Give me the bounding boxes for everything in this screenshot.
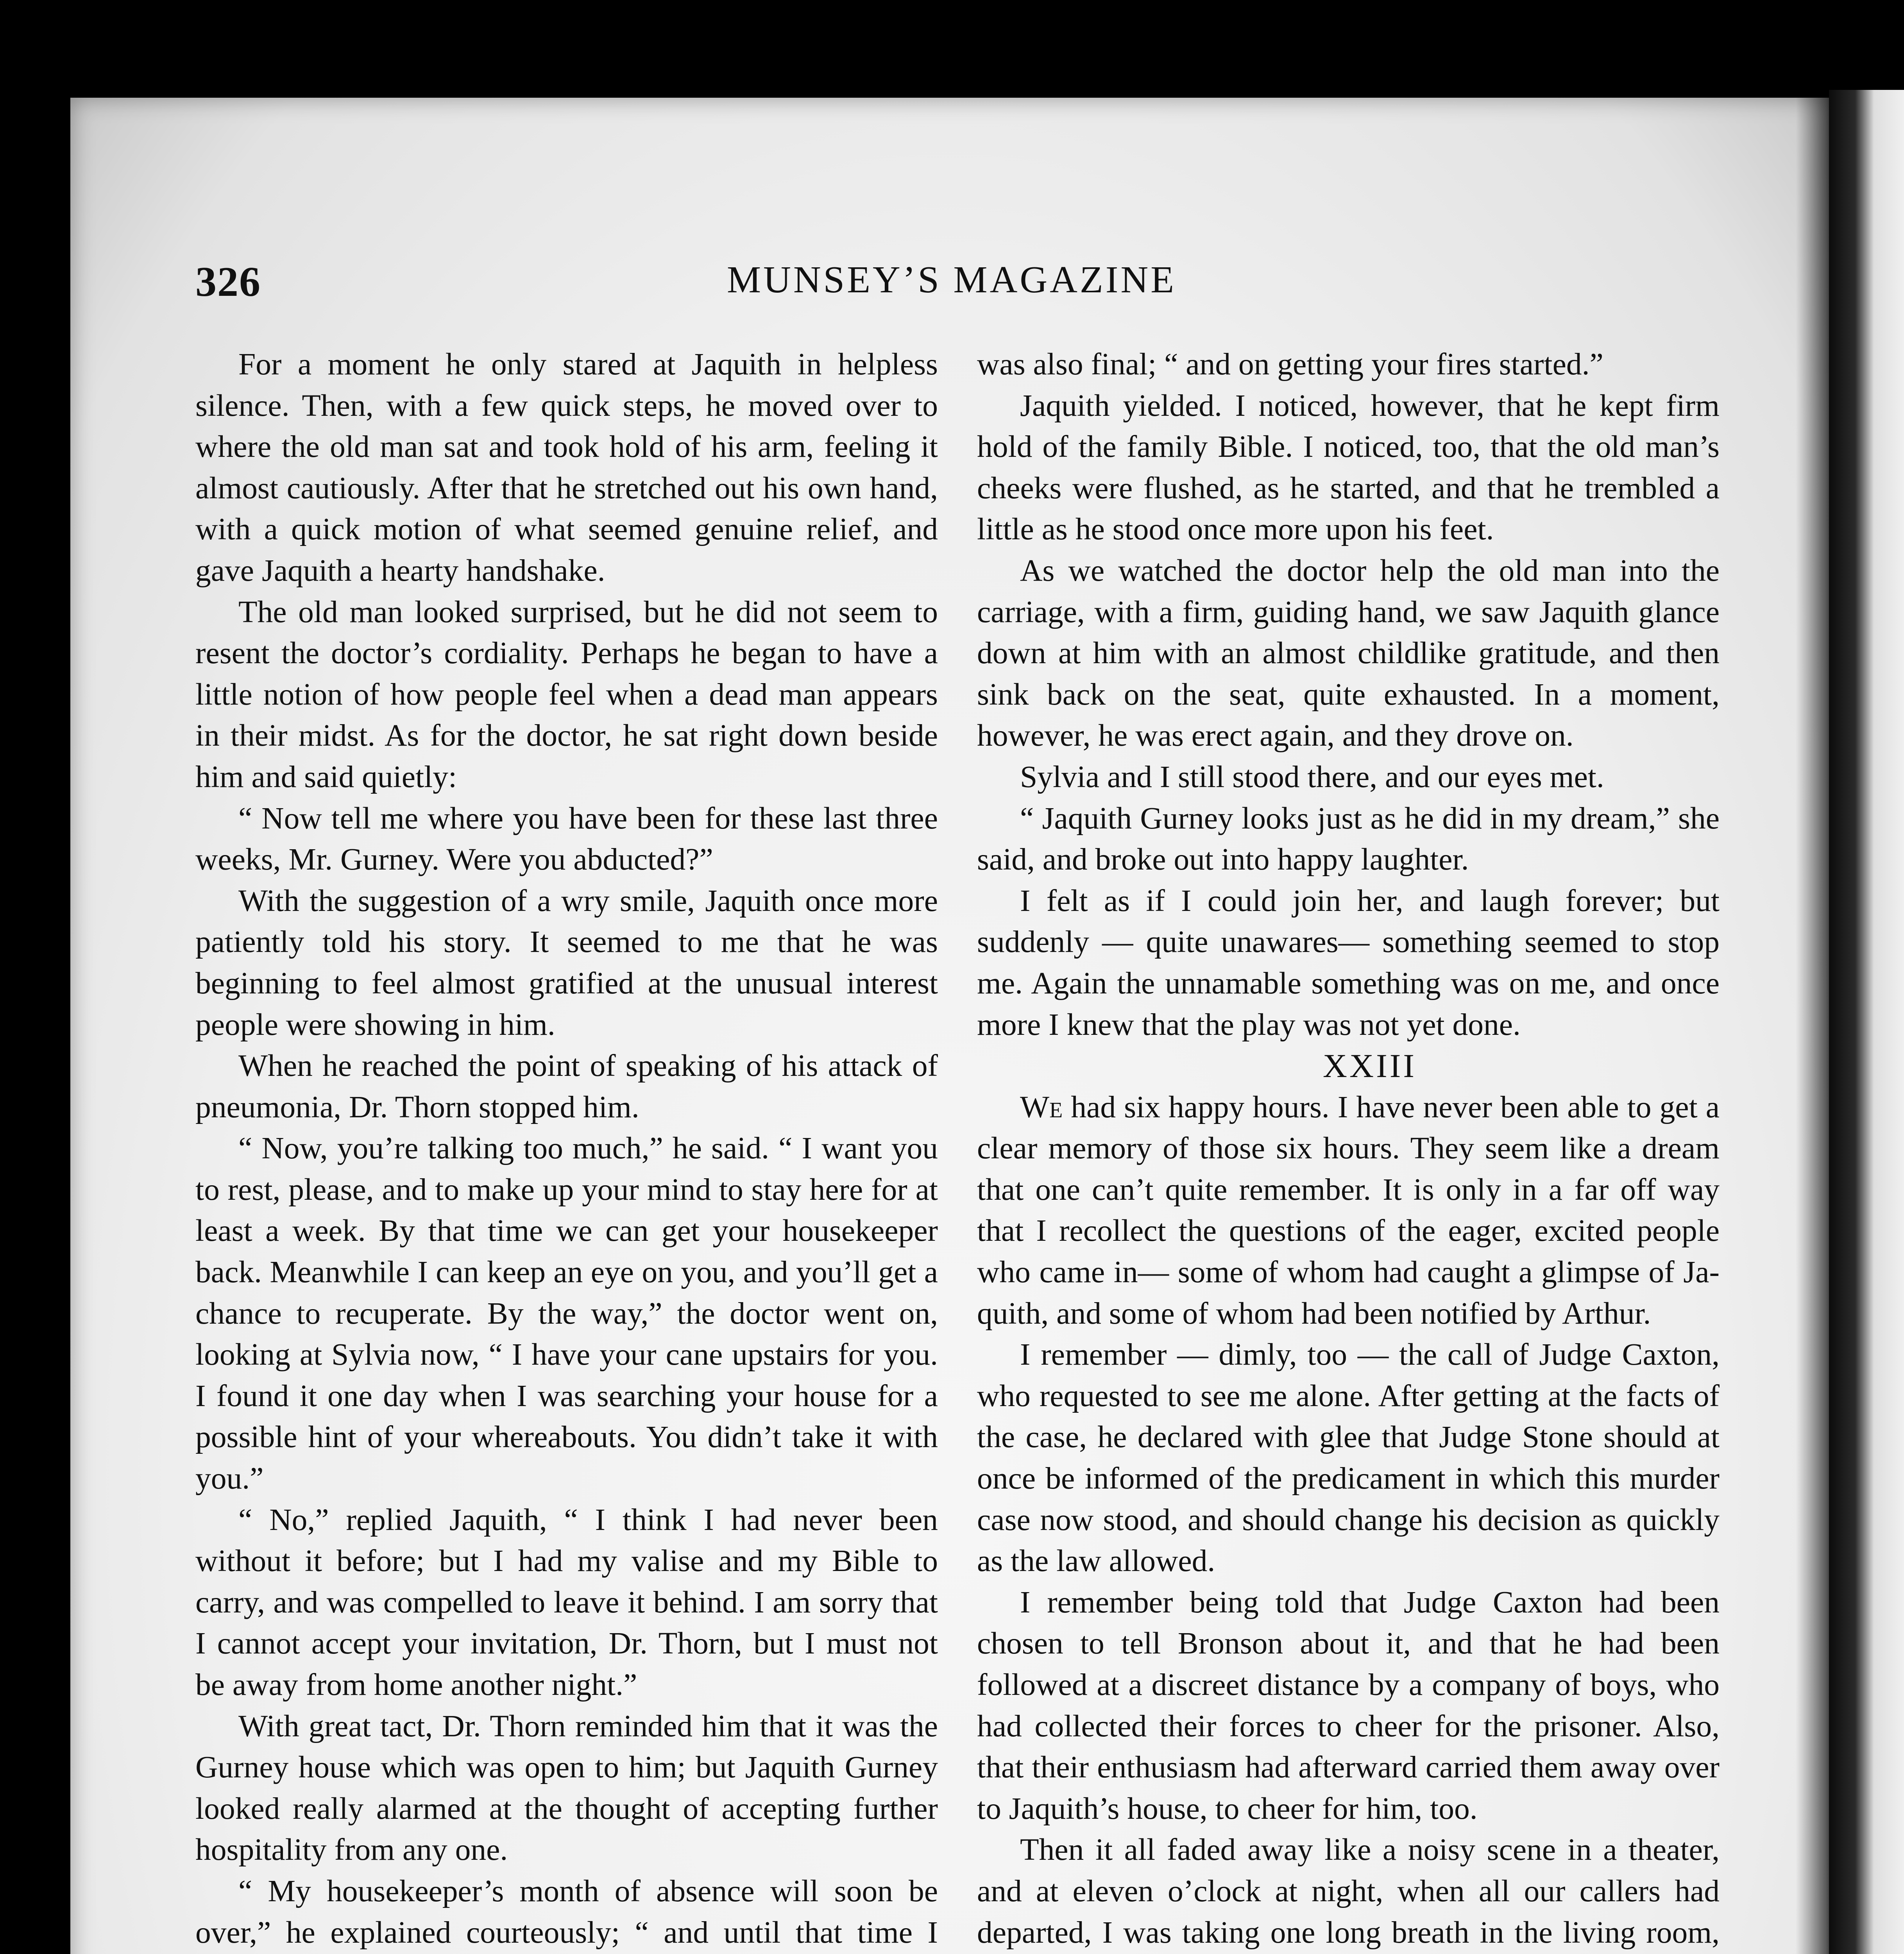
paragraph: “ My housekeeper’s month of absence will soon be over,” he explained courteously; “ and until that time I (195, 1873, 938, 1950)
paragraph: Jaquith yielded. I noticed, however, that he kept firm hold of the family Bible. I noticed, too, that the old man’s cheeks were flushed, as he started, and that he trembled a little as he stood once more upon his feet. (977, 388, 1720, 547)
paragraph: I remember — dimly, too — the call of Judge Caxton, who requested to see me alone. After getting at the facts of the case, he declared with glee that Judge Stone should at once be informed of the predicament in which this murder case now stood, and should change his decision as quickly as the law allowed. (977, 1337, 1720, 1578)
paragraph: The old man looked surprised, but he did not seem to resent the doctor’s cordiality. Perhaps he began to have a little notion of how people feel when a dead man appears in their midst. As for the doctor, he sat right down beside him and said quietly: (195, 594, 938, 794)
continued-paragraph: was also final; “ and on getting your fires started.” (977, 347, 1603, 381)
chapter-opening-paragraph (977, 1087, 1720, 1335)
paragraph: For a moment he only stared at Jaquith in helpless silence. Then, with a few quick steps, he moved over to where the old man sat and took hold of his arm, feeling it almost cautiously. After that he stretched out his own hand, with a quick motion of what seemed genuine relief, and gave Jaquith a hearty handshake. (195, 347, 938, 588)
paragraph: When he reached the point of speaking of his attack of pneumonia, Dr. Thorn stopped him. (195, 1049, 938, 1124)
chapter-opening-word: We (1020, 1090, 1063, 1124)
paragraph: “ Jaquith Gurney looks just as he did in my dream,” she said, and broke out into happy laughter. (977, 801, 1720, 877)
chapter-heading: XXIII (1322, 1047, 1417, 1085)
right-column (977, 344, 1720, 1954)
paragraph: I felt as if I could join her, and laugh forever; but suddenly — quite unawares— something seemed to stop me. Again the unnamable something was on me, and once more I knew that the play was not yet done. (977, 883, 1720, 1042)
paragraph: I remember being told that Judge Caxton had been chosen to tell Bronson about it, and that he had been followed at a discreet distance by a company of boys, who had collected their forces to cheer for the prisoner. Also, that their enthusiasm had afterward carried them away over to Jaquith’s house, to cheer for him, too. (977, 1585, 1720, 1826)
paragraph: “ No,” replied Jaquith, “ I think I had never been without it before; but I had my valise and my Bible to carry, and was compelled to leave it behind. I am sorry that I cannot accept your invitation, Dr. Thorn, but I must not be away from home another night.” (195, 1502, 938, 1702)
paragraph: With great tact, Dr. Thorn reminded him that it was the Gurney house which was open to him; but Jaquith Gurney looked really alarmed at the thought of accepting further hospitality from any one. (195, 1709, 938, 1867)
page-header (195, 258, 1708, 324)
page-number: 326 (195, 259, 261, 305)
paragraph: As we watched the doctor help the old man into the carriage, with a firm, guiding hand, we saw Jaquith glance down at him with an almost childlike gratitude, and then sink back on the seat, quite exhausted. In a moment, however, he was erect again, and they drove on. (977, 553, 1720, 753)
chapter-opening-text: had six happy hours. I have never been able to get a clear memory of those six hours. They seem like a dream that one can’t quite remember. It is only in a far off way that I recollect the questions of the eager, excited people who came in— some of whom had caught a glimpse of Jaquith, and some of whom had been notified by Arthur. (977, 1090, 1720, 1331)
paragraph: “ Now, you’re talking too much,” he said. “ I want you to rest, please, and to make up your mind to stay here for at least a week. By that time we can get your housekeeper back. Meanwhile I can keep an eye on you, and you’ll get a chance to recuperate. By the way,” the doctor went on, looking at Sylvia now, “ I have your cane upstairs for you. I found it one day when I was searching your house for a possible hint of your whereabouts. You didn’t take it with you.” (195, 1131, 938, 1496)
book-spine-edge (1829, 90, 1904, 1954)
running-head: MUNSEY’S MAGAZINE (727, 259, 1177, 301)
paragraph: Then it all faded away like a noisy scene in a theater, and at eleven o’clock at night, when all our callers had departed, I was taking one long breath in the living room, (977, 1832, 1720, 1950)
paragraph: Sylvia and I still stood there, and our eyes met. (1020, 759, 1604, 794)
left-column (195, 344, 938, 1954)
paragraph: With the suggestion of a wry smile, Jaquith once more patiently told his story. It seemed to me that he was beginning to feel almost gratified at the unusual interest people were showing in him. (195, 883, 938, 1042)
paragraph: “ Now tell me where you have been for these last three weeks, Mr. Gurney. Were you abducted?” (195, 801, 938, 877)
